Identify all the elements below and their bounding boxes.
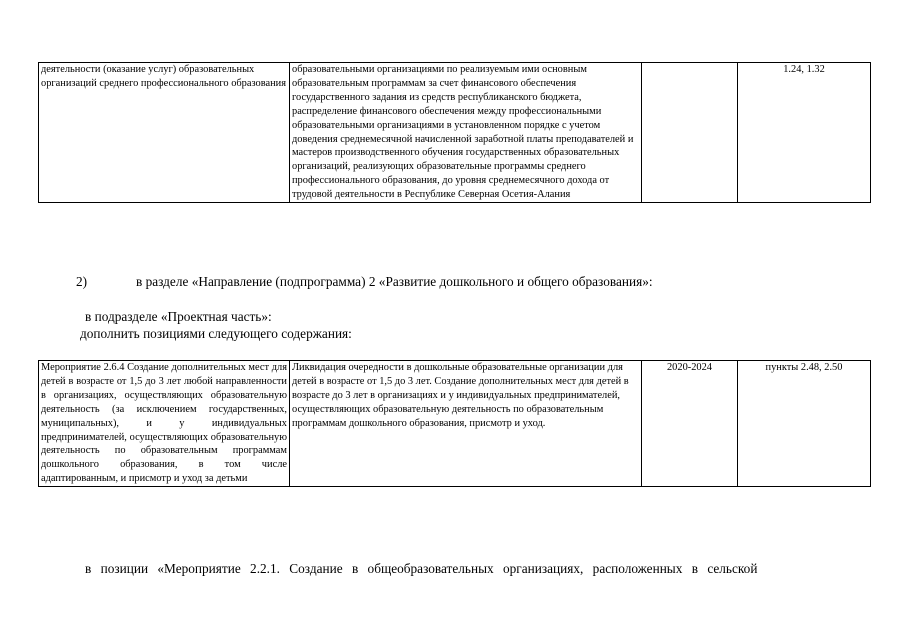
reference-points-cell: 1.24, 1.32	[738, 63, 871, 203]
period-cell	[642, 63, 738, 203]
period-cell: 2020-2024	[642, 361, 738, 487]
item-number: 2)	[76, 274, 88, 289]
activity-name-cell: деятельности (оказание услуг) образовательных организаций среднего профессионального образования	[39, 63, 290, 203]
subsection-instruction: в подразделе «Проектная часть»:	[85, 309, 272, 324]
activity-name-cell: Мероприятие 2.6.4 Создание дополнительных мест для детей в возрасте от 1,5 до 3 лет любой направленности в организациях, осуществляющих образовательную деятельность (за исключением государственных, муниципальных), и у индивидуальных предпринимателей, осуществляющих образовательную деятельность по образовательным программам дошкольного образования, в том числе адаптированным, и присмотр и уход за детьми	[39, 361, 290, 487]
reference-points-cell: пункты 2.48, 2.50	[738, 361, 871, 487]
position-instruction: в позиции «Мероприятие 2.2.1. Создание в общеобразовательных организациях, расположенных в сельской	[85, 561, 758, 576]
add-positions-instruction: дополнить позициями следующего содержания:	[80, 326, 352, 341]
activity-description-cell: образовательными организациями по реализуемым ими основным образовательным программам за счет финансового обеспечения государственного задания из средств республиканского бюджета, распределение финансового обеспечения между профессиональными образовательными организациями в установленном порядке с учетом доведения среднемесячной начисленной заработной платы преподавателей и мастеров производственного обучения государственных образовательных организаций, реализующих образовательные программы среднего профессионального образования, до уровня среднемесячного дохода от трудовой деятельности в Республике Северная Осетия-Алания	[290, 63, 642, 203]
activity-description-cell: Ликвидация очередности в дошкольные образовательные организации для детей в возрасте от 1,5 до 3 лет. Создание дополнительных мест для детей в возрасте до 3 лет в организациях и у индивидуальных предпринимателей, осуществляющих образовательную деятельность по образовательным программам дошкольного образования, присмотр и уход.	[290, 361, 642, 487]
new-activity-table	[38, 360, 871, 487]
section-instruction: в разделе «Направление (подпрограмма) 2 «Развитие дошкольного и общего образования»:	[136, 274, 653, 289]
table-row	[39, 361, 871, 487]
table-row	[39, 63, 871, 203]
program-table-fragment	[38, 62, 871, 203]
